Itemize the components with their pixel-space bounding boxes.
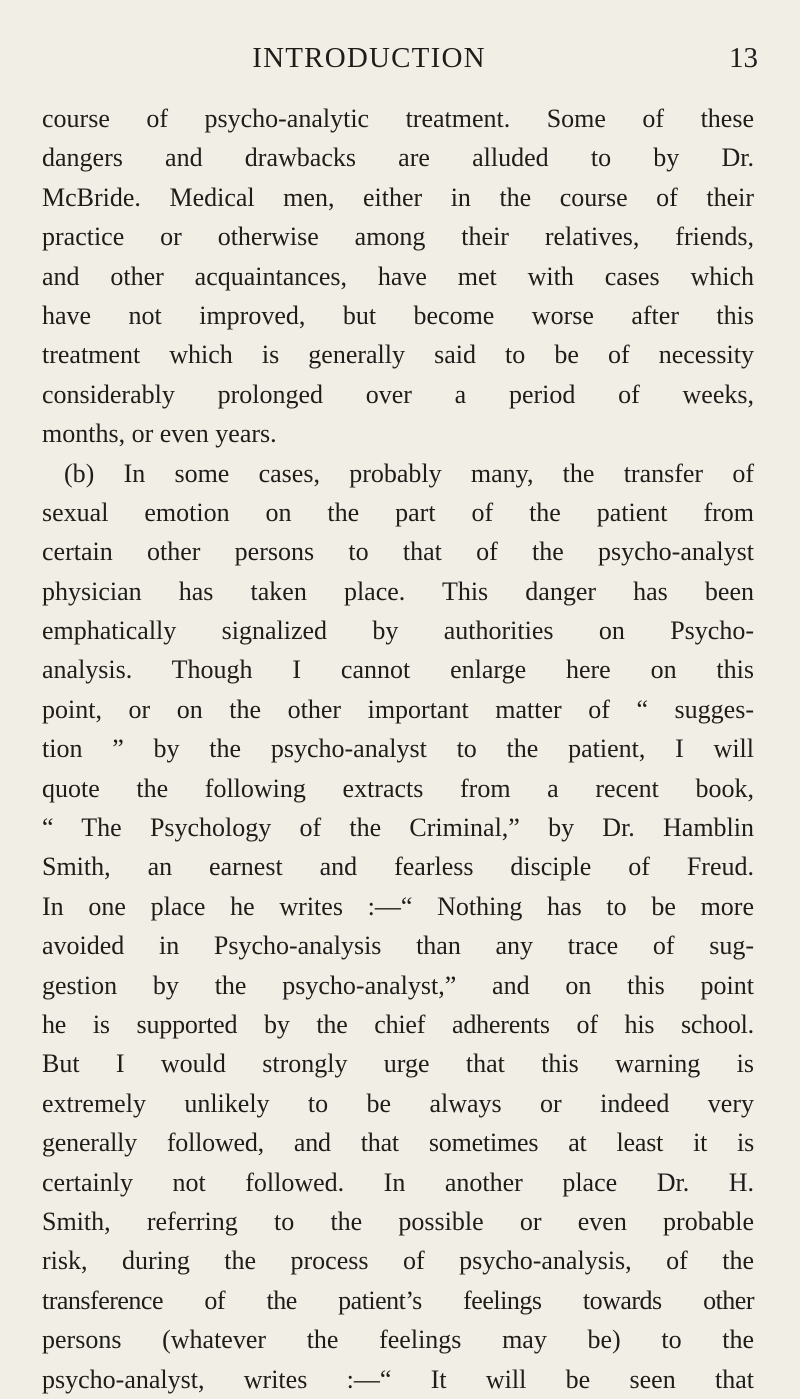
text-line: emphatically signalized by authorities on Psycho- <box>42 616 754 646</box>
text-line: certainly not followed. In another place Dr. H. <box>42 1167 754 1197</box>
text-line: considerably prolonged over a period of weeks, <box>42 379 754 409</box>
text-line: analysis. Though I cannot enlarge here on this <box>42 655 754 685</box>
text-line: risk, during the process of psycho-analysis, of the <box>42 1246 754 1276</box>
text-line: psycho-analyst, writes :—“ It will be seen that <box>42 1364 754 1394</box>
text-line: months, or even years. <box>42 419 277 449</box>
text-line: But I would strongly urge that this warning is <box>42 1049 754 1079</box>
text-line: course of psycho-analytic treatment. Some of these <box>42 104 754 133</box>
text-line: Smith, an earnest and fearless disciple of Freud. <box>42 852 754 882</box>
running-head <box>0 38 800 78</box>
running-title: INTRODUCTION <box>252 42 486 74</box>
text-line: transference of the patient’s feelings towards other <box>42 1285 754 1315</box>
text-line: tion ” by the psycho-analyst to the patient, I will <box>42 734 754 764</box>
text-line: generally followed, and that sometimes at least it is <box>42 1128 754 1158</box>
text-line: persons (whatever the feelings may be) to the <box>42 1325 754 1355</box>
text-line: certain other persons to that of the psycho-analyst <box>42 537 754 567</box>
text-line: sexual emotion on the part of the patient from <box>42 497 754 527</box>
text-line: have not improved, but become worse after this <box>42 300 754 330</box>
text-line: dangers and drawbacks are alluded to by Dr. <box>42 143 754 173</box>
text-line: In one place he writes :—“ Nothing has to be more <box>42 891 754 921</box>
text-line: extremely unlikely to be always or indeed very <box>42 1088 754 1118</box>
text-line: point, or on the other important matter of “ sugges- <box>42 694 754 724</box>
text-line: Smith, referring to the possible or even probable <box>42 1206 754 1236</box>
text-line: (b) In some cases, probably many, the transfer of <box>64 458 754 488</box>
text-line: treatment which is generally said to be of necessity <box>42 340 754 370</box>
text-line: and other acquaintances, have met with cases which <box>42 261 754 291</box>
text-line: “ The Psychology of the Criminal,” by Dr. Hamblin <box>42 813 754 843</box>
text-line: avoided in Psycho-analysis than any trace of sug- <box>42 931 754 961</box>
text-line: practice or otherwise among their relatives, friends, <box>42 222 754 252</box>
body-text <box>42 99 754 1399</box>
text-line: he is supported by the chief adherents of his school. <box>42 1009 754 1039</box>
text-line: physician has taken place. This danger has been <box>42 576 754 606</box>
text-line: McBride. Medical men, either in the course of their <box>42 182 754 212</box>
page-number: 13 <box>729 42 758 74</box>
text-line: gestion by the psycho-analyst,” and on this point <box>42 970 754 1000</box>
text-line: quote the following extracts from a recent book, <box>42 773 754 803</box>
